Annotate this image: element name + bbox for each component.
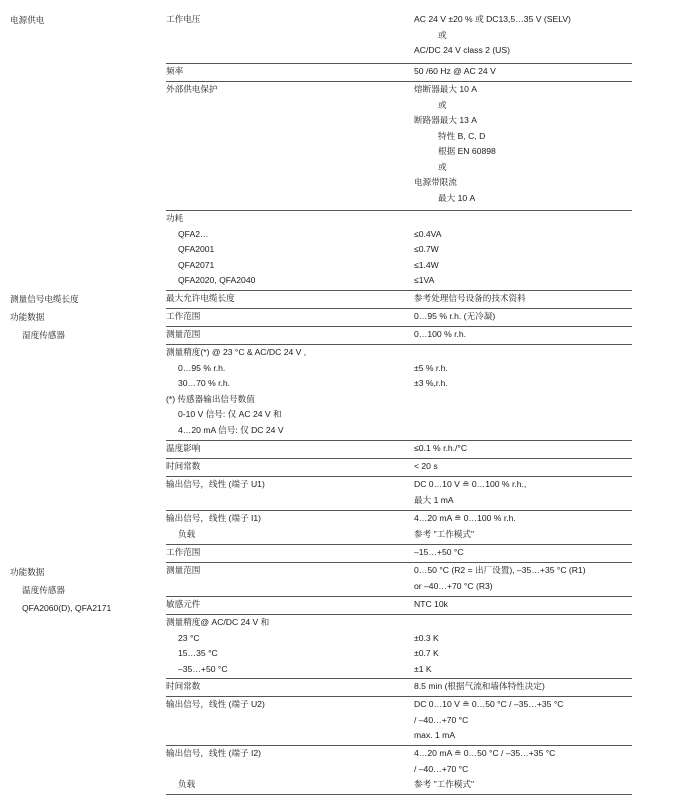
parameter-line: 最大允许电缆长度 xyxy=(166,293,235,303)
spec-value xyxy=(414,697,632,744)
spec-value xyxy=(414,477,632,508)
value-line: 或 xyxy=(438,99,447,110)
parameter-line: 测量精度@ AC/DC 24 V 和 xyxy=(166,617,270,627)
spec-parameter xyxy=(166,291,406,307)
spec-value xyxy=(414,597,632,613)
parameter-line: 负载 xyxy=(178,779,196,789)
spec-parameter xyxy=(166,82,406,98)
value-line: max. 1 mA xyxy=(414,730,456,740)
parameter-line: 15…35 °C xyxy=(178,648,218,658)
spec-row xyxy=(166,211,632,291)
value-line: 50 /60 Hz @ AC 24 V xyxy=(414,66,496,76)
parameter-line xyxy=(166,762,406,778)
value-line: –15…+50 °C xyxy=(414,547,464,557)
value-line: ≤0.7W xyxy=(414,244,439,254)
spec-value xyxy=(414,12,632,59)
spec-row xyxy=(166,64,632,82)
parameter-line: 测量精度(*) @ 23 °C & AC/DC 24 V , xyxy=(166,347,307,357)
parameter-line: 敏感元件 xyxy=(166,599,201,609)
spec-parameter xyxy=(166,441,406,457)
spec-value xyxy=(414,64,632,80)
category-label: 电源供电 xyxy=(10,15,45,25)
category-label: 测量信号电缆长度 xyxy=(10,294,79,304)
spec-parameter xyxy=(166,477,406,493)
value-line: / –40…+70 °C xyxy=(414,763,469,774)
value-line: 最大 1 mA xyxy=(414,494,454,505)
spec-value xyxy=(414,563,632,594)
parameter-line: 输出信号，线性 (端子 I1) xyxy=(166,513,262,523)
parameter-line: 温度影响 xyxy=(166,443,201,453)
spec-row xyxy=(166,459,632,477)
value-line: ±1 K xyxy=(414,663,432,674)
value-line: 参考处理信号设备的技术资料 xyxy=(414,293,526,303)
value-line: 参考 "工作模式" xyxy=(414,779,475,789)
spec-value xyxy=(414,511,632,542)
value-line: ≤1.4W xyxy=(414,259,439,270)
spec-parameter xyxy=(166,615,406,677)
spec-row xyxy=(166,82,632,211)
spec-value xyxy=(414,679,632,695)
spec-parameter xyxy=(166,697,406,713)
spec-parameter xyxy=(166,597,406,613)
spec-row xyxy=(166,345,632,441)
spec-row xyxy=(166,441,632,459)
spec-row xyxy=(166,697,632,746)
spec-value xyxy=(414,309,632,325)
parameter-line: QFA2001 xyxy=(178,244,215,254)
spec-value xyxy=(414,545,632,561)
value-line: 0…50 °C (R2 = 出厂设置), –35…+35 °C (R1) xyxy=(414,565,586,575)
value-line: ±3 %,r.h. xyxy=(414,378,448,388)
spec-value xyxy=(414,441,632,457)
value-line: ±5 % r.h. xyxy=(414,362,448,373)
value-line: 0…100 % r.h. xyxy=(414,329,467,339)
spec-value xyxy=(414,615,632,677)
parameter-line: 23 °C xyxy=(178,632,200,643)
spec-row xyxy=(166,477,632,511)
value-line: ≤1VA xyxy=(414,275,435,285)
value-line: ±0.3 K xyxy=(414,632,439,643)
value-line: 熔断器最大 10 A xyxy=(414,84,478,94)
parameter-line: –35…+50 °C xyxy=(178,663,228,674)
category-label: 功能数据 xyxy=(10,312,45,322)
category-label: QFA2060(D), QFA2171 xyxy=(22,603,112,613)
value-line: 0…95 % r.h. (无冷凝) xyxy=(414,311,496,321)
spec-parameter xyxy=(166,345,406,438)
spec-parameter xyxy=(166,12,406,28)
spec-parameter xyxy=(166,327,406,343)
value-line: 或 xyxy=(438,161,447,172)
parameter-line: 测量范围 xyxy=(166,565,201,575)
value-line: 特性 B, C, D xyxy=(438,130,486,141)
parameter-line: 工作范围 xyxy=(166,311,201,321)
spec-value xyxy=(414,345,632,392)
value-line: DC 0…10 V ≘ 0…100 % r.h., xyxy=(414,479,527,489)
parameter-line: QFA2020, QFA2040 xyxy=(178,275,256,285)
category-label: 功能数据 xyxy=(10,567,45,577)
spec-parameter xyxy=(166,309,406,325)
spec-row xyxy=(166,563,632,597)
spec-parameter xyxy=(166,679,406,695)
value-line: ±0.7 K xyxy=(414,648,439,658)
value-line: or –40…+70 °C (R3) xyxy=(414,580,493,591)
parameter-line: QFA2… xyxy=(178,228,209,239)
parameter-line: 工作电压 xyxy=(166,14,201,24)
value-line: < 20 s xyxy=(414,461,438,471)
value-line xyxy=(414,345,632,361)
category-label: 湿度传感器 xyxy=(22,330,65,340)
value-line: 最大 10 A xyxy=(438,192,476,203)
spec-parameter xyxy=(166,211,406,289)
parameter-line: QFA2071 xyxy=(178,259,215,270)
spec-parameter xyxy=(166,746,406,793)
parameter-line: 时间常数 xyxy=(166,461,201,471)
value-line: ≤0.4VA xyxy=(414,228,442,239)
spec-value xyxy=(414,211,632,289)
parameter-line: 输出信号，线性 (端子 U2) xyxy=(166,699,265,709)
value-line: 8.5 min (根据气流和墙体特性决定) xyxy=(414,681,545,691)
value-line: / –40…+70 °C xyxy=(414,714,469,725)
spec-parameter xyxy=(166,64,406,80)
parameter-line: 频率 xyxy=(166,66,184,76)
value-line xyxy=(414,211,632,227)
category-label: 温度传感器 xyxy=(22,585,65,595)
spec-row xyxy=(166,511,632,545)
spec-parameter xyxy=(166,545,406,561)
spec-value xyxy=(414,746,632,793)
spec-row xyxy=(166,291,632,309)
parameter-line: 负载 xyxy=(178,528,196,539)
parameter-line: 输出信号，线性 (端子 I2) xyxy=(166,748,262,758)
value-line: 参考 "工作模式" xyxy=(414,528,475,539)
parameter-line: 外部供电保护 xyxy=(166,84,218,94)
spec-row xyxy=(166,309,632,327)
spec-row xyxy=(166,12,632,64)
spec-parameter xyxy=(166,459,406,475)
value-line xyxy=(414,615,632,631)
value-line: DC 0…10 V ≘ 0…50 °C / –35…+35 °C xyxy=(414,699,564,709)
parameter-line: 功耗 xyxy=(166,213,184,223)
spec-row xyxy=(166,545,632,563)
parameter-line: 4…20 mA 信号: 仅 DC 24 V xyxy=(178,424,284,435)
spec-value xyxy=(414,327,632,343)
value-line: NTC 10k xyxy=(414,599,448,609)
spec-row xyxy=(166,327,632,345)
value-line: AC 24 V ±20 % 或 DC13,5…35 V (SELV) xyxy=(414,14,571,24)
parameter-line: 测量范围 xyxy=(166,329,201,339)
spec-value xyxy=(414,82,632,206)
spec-value xyxy=(414,459,632,475)
value-line: 或 xyxy=(438,29,447,40)
parameter-line: 0…95 % r.h. xyxy=(178,362,226,373)
spec-parameter xyxy=(166,511,406,542)
parameter-line: 0-10 V 信号: 仅 AC 24 V 和 xyxy=(178,409,282,419)
value-line: AC/DC 24 V class 2 (US) xyxy=(414,45,510,55)
value-line: 根据 EN 60898 xyxy=(438,146,496,156)
value-line: 断路器最大 13 A xyxy=(414,115,478,125)
spec-row xyxy=(166,679,632,697)
parameter-line: 工作范围 xyxy=(166,547,201,557)
spec-row xyxy=(166,597,632,615)
value-line: 4…20 mA ≘ 0…100 % r.h. xyxy=(414,513,516,523)
value-line: ≤0.1 % r.h./°C xyxy=(414,443,468,453)
spec-value xyxy=(414,291,632,307)
parameter-line: 输出信号，线性 (端子 U1) xyxy=(166,479,265,489)
parameter-line: 30…70 % r.h. xyxy=(178,378,231,388)
spec-parameter xyxy=(166,563,406,579)
spec-row xyxy=(166,615,632,679)
value-line: 4…20 mA ≘ 0…50 °C / –35…+35 °C xyxy=(414,748,556,758)
parameter-line: 时间常数 xyxy=(166,681,201,691)
parameter-line: (*) 传感器输出信号数值 xyxy=(166,393,255,404)
spec-row xyxy=(166,746,632,795)
value-line: 电源带限流 xyxy=(414,177,457,187)
